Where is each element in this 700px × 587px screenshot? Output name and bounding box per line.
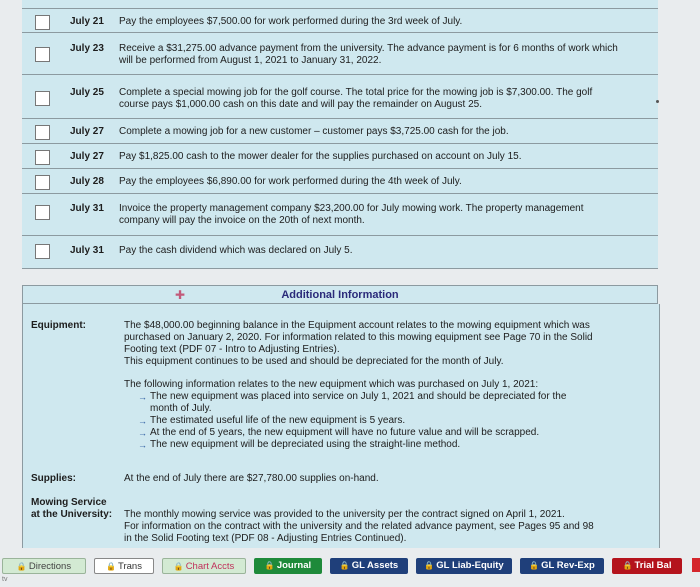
tab-gl-assets[interactable] xyxy=(330,558,408,574)
equipment-bullet: → The new equipment was placed into service on July 1, 2021 and should be depreciated for the month of July. xyxy=(124,391,594,415)
lock-icon: 🔒 xyxy=(622,561,633,570)
tab-directions[interactable] xyxy=(2,558,86,574)
transaction-date: July 23 xyxy=(70,43,104,54)
tab-trans[interactable] xyxy=(94,558,154,574)
transaction-text: Pay $1,825.00 cash to the mower dealer for the supplies purchased on account on July 15. xyxy=(119,151,522,162)
tab-chart-accts[interactable] xyxy=(162,558,246,574)
checkbox[interactable] xyxy=(35,244,50,259)
checkbox[interactable] xyxy=(35,125,50,140)
transaction-date: July 27 xyxy=(70,151,104,162)
equipment-paragraph: The following information relates to the new equipment which was purchased on July 1, 2021: xyxy=(124,379,539,390)
transactions-table xyxy=(22,0,658,268)
transaction-date: July 28 xyxy=(70,176,104,187)
tab-label: Directions xyxy=(28,561,72,572)
additional-info-title: Additional Information xyxy=(281,289,399,301)
lock-icon: 🔒 xyxy=(173,562,184,571)
equipment-bullet: → At the end of 5 years, the new equipment will have no future value and will be scrapped. xyxy=(124,427,594,439)
table-row xyxy=(22,235,658,269)
transaction-date: July 25 xyxy=(70,87,104,98)
mowing-paragraph: The monthly mowing service was provided to the university per the contract signed on April 1, 2021. xyxy=(124,509,565,520)
table-row xyxy=(22,74,658,119)
supplies-text: At the end of July there are $27,780.00 supplies on-hand. xyxy=(124,473,379,484)
table-row xyxy=(22,193,658,236)
table-row xyxy=(22,118,658,144)
mowing-text xyxy=(124,509,594,545)
table-row xyxy=(22,168,658,194)
tab-label: Trial Bal xyxy=(634,560,672,571)
transaction-text: Complete a special mowing job for the golf course. The total price for the mowing job is $7,300.00. The golf course pays $1,000.00 cash on this date and will pay the remainder on August 25. xyxy=(119,87,593,110)
equipment-paragraph: The $48,000.00 beginning balance in the Equipment account relates to the mowing equipment which was purchased on January 2, 2020. For information related to this mowing equipment see Page 70 in the Solid Footing text (PDF 07 - Intro to Adjusting Entries). xyxy=(124,320,593,355)
tab-label: GL Liab-Equity xyxy=(436,560,504,571)
transaction-text: Complete a mowing job for a new customer – customer pays $3,725.00 cash for the job. xyxy=(119,126,509,137)
tab-label: Chart Accts xyxy=(185,561,235,572)
checkbox[interactable] xyxy=(35,91,50,106)
equipment-label: Equipment: xyxy=(31,320,86,331)
transaction-text: Receive a $31,275.00 advance payment from the university. The advance payment is for 6 months of work which will be performed from August 1, 2021 to January 31, 2022. xyxy=(119,43,618,66)
checkbox[interactable] xyxy=(35,150,50,165)
checkbox[interactable] xyxy=(35,15,50,30)
additional-info-panel xyxy=(22,304,660,548)
next-tab-edge[interactable] xyxy=(692,558,700,572)
equipment-text xyxy=(124,320,594,451)
sheet-tabs xyxy=(0,556,700,576)
equipment-bullet: → The new equipment will be depreciated using the straight-line method. xyxy=(124,439,594,451)
footer-mark: tv xyxy=(2,576,8,583)
transaction-date: July 31 xyxy=(70,203,104,214)
lock-icon: 🔒 xyxy=(264,561,275,570)
checkbox[interactable] xyxy=(35,205,50,220)
supplies-label: Supplies: xyxy=(31,473,77,484)
transaction-text: Invoice the property management company $23,200.00 for July mowing work. The property management company will pay the invoice on the 20th of next month. xyxy=(119,203,584,226)
additional-info-header xyxy=(22,285,658,304)
mowing-label-line: Mowing Service xyxy=(31,497,107,508)
mowing-label-line: at the University: xyxy=(31,509,113,520)
checkbox[interactable] xyxy=(35,47,50,62)
transaction-text: Pay the employees $6,890.00 for work performed during the 4th week of July. xyxy=(119,176,462,187)
transaction-date: July 21 xyxy=(70,16,104,27)
cursor-dot xyxy=(656,100,659,103)
transaction-date: July 31 xyxy=(70,245,104,256)
tab-label: Trans xyxy=(118,561,142,572)
tab-label: Journal xyxy=(276,560,312,571)
tab-label: GL Assets xyxy=(351,560,399,571)
tab-label: GL Rev-Exp xyxy=(541,560,595,571)
transaction-date: July 27 xyxy=(70,126,104,137)
lock-icon: 🔒 xyxy=(16,562,27,571)
table-row xyxy=(22,0,658,8)
equipment-bullet: → The estimated useful life of the new equipment is 5 years. xyxy=(124,415,594,427)
tab-gl-rev-exp[interactable] xyxy=(520,558,604,574)
mowing-paragraph: For information on the contract with the university and the related advance payment, see Pages 95 and 98 in the Solid Footing text (PDF 08 - Adjusting Entries Continued). xyxy=(124,521,594,544)
lock-icon: 🔒 xyxy=(424,561,435,570)
table-row xyxy=(22,8,658,33)
lock-icon: 🔒 xyxy=(529,561,540,570)
equipment-paragraph: This equipment continues to be used and should be depreciated for the month of July. xyxy=(124,356,504,367)
transaction-text: Pay the employees $7,500.00 for work performed during the 3rd week of July. xyxy=(119,16,463,27)
tab-journal[interactable] xyxy=(254,558,322,574)
tab-gl-liab-equity[interactable] xyxy=(416,558,512,574)
lock-icon: 🔒 xyxy=(339,561,350,570)
move-cursor-icon: ✚ xyxy=(175,288,186,302)
transaction-text: Pay the cash dividend which was declared on July 5. xyxy=(119,245,353,256)
tab-trial-bal[interactable] xyxy=(612,558,682,574)
mowing-label xyxy=(31,497,112,521)
checkbox[interactable] xyxy=(35,175,50,190)
table-row xyxy=(22,143,658,169)
table-row xyxy=(22,32,658,75)
lock-icon: 🔒 xyxy=(106,562,117,571)
